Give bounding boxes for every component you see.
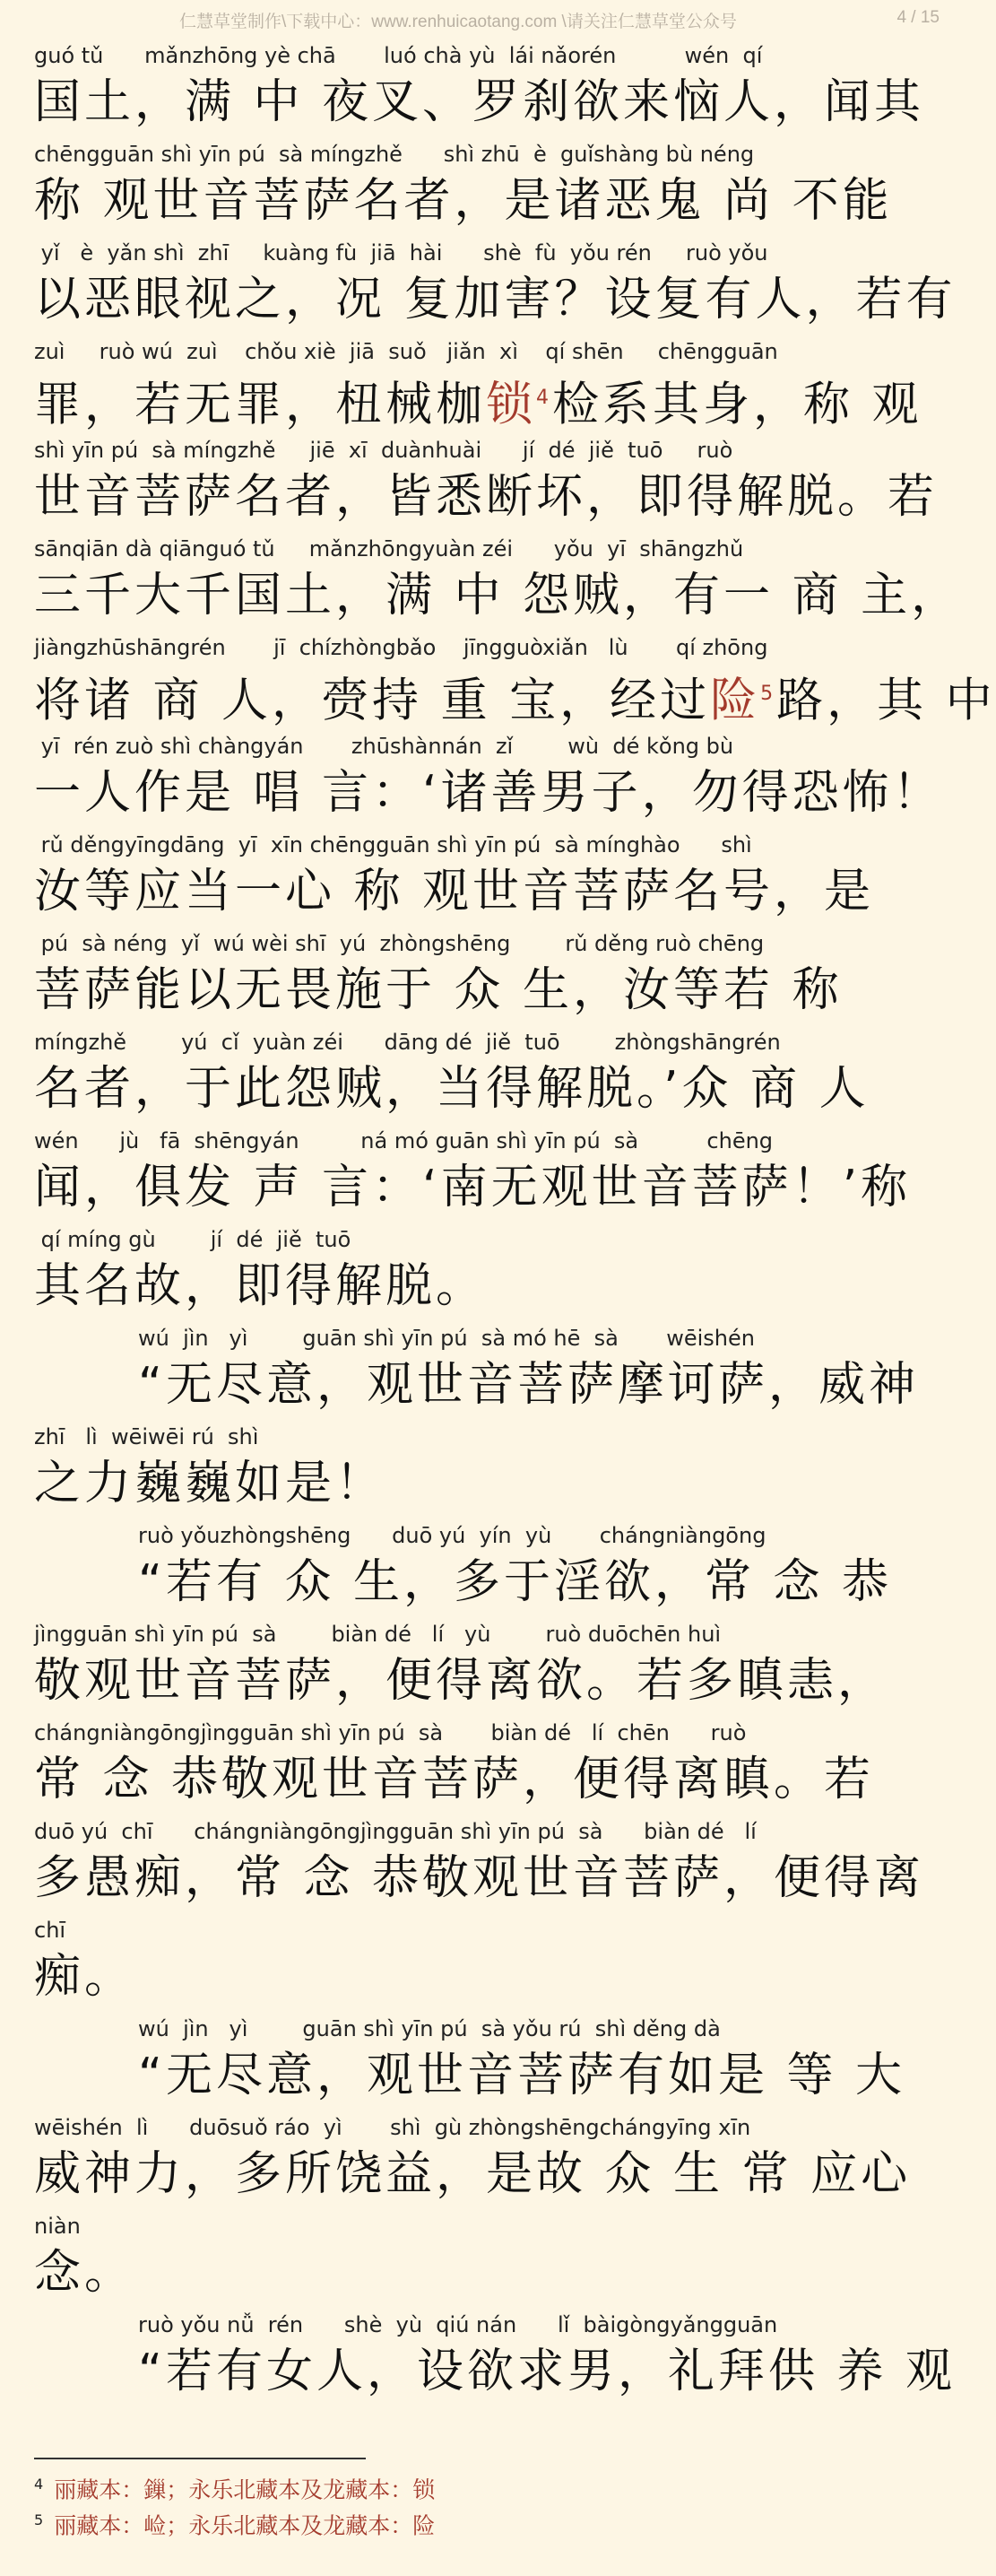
pinyin-annotation: wén jù fā shēngyán ná mó guān shì yīn pú sà chēng <box>34 1128 774 1153</box>
chinese-text <box>34 466 938 527</box>
text-segment: 将诸 商 人，赍持 重 宝，经过 <box>34 674 711 728</box>
text-line <box>34 43 934 142</box>
text-segment: 国土，满 中 夜叉、罗刹欲来恼人，闻其 <box>34 75 925 129</box>
text-line <box>34 832 934 931</box>
chinese-text <box>34 1946 134 2007</box>
pinyin-annotation: wēishén lì duōsuǒ ráo yì shì gù zhòngshēngchángyīng xīn <box>34 2115 751 2140</box>
pinyin-annotation: yǐ è yǎn shì zhī kuàng fù jiā hài shè fù yǒu rén ruò yǒu <box>34 240 768 265</box>
chinese-text <box>34 1749 874 1810</box>
pinyin-annotation: zhī lì wēiwēi rú shì <box>34 1424 259 1449</box>
text-segment: 罪，若无罪，杻械枷 <box>34 378 487 432</box>
text-segment: “若有 众 生，多于淫欲，常 念 恭 <box>138 1555 893 1609</box>
pinyin-annotation: sānqiān dà qiānguó tǔ mǎnzhōngyuàn zéi yǒu yī shāngzhǔ <box>34 536 744 561</box>
text-segment: 痴。 <box>34 1950 135 2004</box>
pinyin-annotation: ruò yǒuzhòngshēng duō yú yín yù chángniàngōng <box>138 1523 766 1548</box>
text-line <box>34 1030 934 1128</box>
footnote-item <box>34 2502 435 2538</box>
text-line <box>34 635 996 734</box>
text-segment: “若有女人，设欲求男，礼拜供 养 观 <box>138 2345 956 2398</box>
text-line <box>34 1819 934 1918</box>
text-segment: 三千大千国土，满 中 怨贼，有一 商 主， <box>34 569 962 622</box>
text-segment: 一人作是 唱 言：‘诸善男子，勿得恐怖！ <box>34 766 943 820</box>
text-segment: 敬观世音菩萨，便得离欲。若多瞋恚， <box>34 1654 888 1708</box>
pinyin-annotation: chángniàngōngjìngguān shì yīn pú sà biàn dé lí chēn ruò <box>34 1720 747 1745</box>
text-line <box>34 536 962 635</box>
text-line <box>34 2214 934 2312</box>
chinese-text <box>34 1848 924 1909</box>
footnote-marker[interactable]: 4 <box>536 387 553 409</box>
text-line <box>34 2312 956 2411</box>
pinyin-annotation: wú jìn yì guān shì yīn pú sà yǒu rú shì děng dà <box>138 2016 721 2041</box>
chinese-text <box>138 2045 905 2106</box>
text-line <box>34 1326 934 1424</box>
text-line <box>34 240 957 339</box>
chinese-text <box>34 1058 870 1119</box>
chinese-text <box>34 960 843 1021</box>
chinese-text <box>34 565 961 626</box>
text-segment: 路，其 中 <box>776 674 996 728</box>
text-line <box>34 2115 934 2214</box>
variant-character: 锁 <box>486 378 537 432</box>
chinese-text <box>34 269 957 330</box>
footnote-marker[interactable]: 5 <box>760 683 777 705</box>
chinese-text <box>34 664 996 731</box>
text-segment: 威神力，多所饶益，是故 众 生 常 应心 <box>34 2147 912 2201</box>
text-line <box>34 1128 934 1227</box>
text-line <box>34 1424 934 1523</box>
chinese-text <box>138 1354 919 1415</box>
text-segment: 菩萨能以无畏施于 众 生，汝等若 称 <box>34 963 843 1017</box>
text-line <box>34 142 934 240</box>
pinyin-annotation: jiàngzhūshāngrén jī chízhòngbǎo jīngguòxiǎn lù qí zhōng <box>34 635 768 660</box>
text-segment: 其名故，即得解脱。 <box>34 1259 487 1313</box>
header-site-text: 仁慧草堂制作\下载中心：www.renhuicaotang.com \请关注仁慧草堂公众号 <box>179 13 737 31</box>
pinyin-annotation: qí míng gù jí dé jiě tuō <box>34 1227 351 1252</box>
text-line <box>34 1918 934 2016</box>
chinese-text <box>34 2144 911 2205</box>
chinese-text <box>34 368 922 435</box>
chinese-text <box>34 1453 385 1514</box>
text-line <box>34 1622 934 1720</box>
variant-character: 险 <box>710 674 761 728</box>
text-segment: 世音菩萨名者，皆悉断坏，即得解脱。若 <box>34 470 939 524</box>
text-segment: 汝等应当一心 称 观世音菩萨名号，是 <box>34 865 875 918</box>
pinyin-annotation: rǔ děngyīngdāng yī xīn chēngguān shì yīn pú sà mínghào shì <box>34 832 752 857</box>
text-segment: 多愚痴，常 念 恭敬观世音菩萨，便得离 <box>34 1851 925 1905</box>
text-line <box>34 1227 934 1326</box>
text-line <box>34 438 939 536</box>
chinese-text <box>138 2341 956 2402</box>
footnote-text: 丽藏本：崄；永乐北藏本及龙藏本：险 <box>54 2512 436 2539</box>
text-segment: 念。 <box>34 2246 135 2300</box>
text-segment: 之力巍巍如是！ <box>34 1457 386 1510</box>
pinyin-annotation: duō yú chī chángniàngōngjìngguān shì yīn pú sà biàn dé lí <box>34 1819 757 1844</box>
text-line <box>34 1523 934 1622</box>
text-line <box>34 1720 934 1819</box>
chinese-text <box>138 1552 892 1613</box>
text-segment: “无尽意，观世音菩萨有如是 等 大 <box>138 2049 905 2102</box>
chinese-text <box>34 1157 911 1218</box>
pinyin-annotation: ruò yǒu nǚ rén shè yù qiú nán lǐ bàigòngyǎngguān <box>138 2312 778 2337</box>
text-segment: 以恶眼视之，况 复加害？设复有人，若有 <box>34 273 957 326</box>
text-segment: “无尽意，观世音菩萨摩诃萨，威神 <box>138 1358 919 1412</box>
pinyin-annotation: guó tǔ mǎnzhōng yè chā luó chà yù lái nǎorén wén qí <box>34 43 763 68</box>
footnote-item <box>34 2467 435 2502</box>
text-segment: 名者，于此怨贼，当得解脱。’众 商 人 <box>34 1062 870 1116</box>
pinyin-annotation: chēngguān shì yīn pú sà míngzhě shì zhū è guǐshàng bù néng <box>34 142 755 167</box>
chinese-text <box>34 170 893 231</box>
chinese-text <box>34 72 924 133</box>
pinyin-annotation: pú sà néng yǐ wú wèi shī yú zhòngshēng rǔ děng ruò chēng <box>34 931 765 956</box>
chinese-text <box>34 861 874 922</box>
pinyin-annotation: jìngguān shì yīn pú sà biàn dé lí yù ruò duōchēn huì <box>34 1622 722 1647</box>
text-segment: 称 观世音菩萨名者，是诸恶鬼 尚 不能 <box>34 174 893 228</box>
pinyin-annotation: míngzhě yú cǐ yuàn zéi dāng dé jiě tuō zhòngshāngrén <box>34 1030 781 1055</box>
pinyin-annotation: chī <box>34 1918 66 1943</box>
footnote-divider <box>34 2458 366 2459</box>
text-segment: 常 念 恭敬观世音菩萨，便得离瞋。若 <box>34 1753 875 1806</box>
text-segment: 检系其身，称 观 <box>552 378 922 432</box>
footnotes <box>34 2467 435 2538</box>
chinese-text <box>34 762 943 823</box>
pinyin-annotation: yī rén zuò shì chàngyán zhūshànnán zǐ wù dé kǒng bù <box>34 734 734 759</box>
text-line <box>34 2016 934 2115</box>
text-line <box>34 734 943 832</box>
chinese-text <box>34 2242 134 2303</box>
footnote-number: 4 <box>34 2476 44 2493</box>
pinyin-annotation: shì yīn pú sà míngzhě jiē xī duànhuài jí dé jiě tuō ruò <box>34 438 733 463</box>
chinese-text <box>34 1256 486 1317</box>
pinyin-annotation: niàn <box>34 2214 81 2239</box>
footnote-number: 5 <box>34 2511 44 2528</box>
text-segment: 闻，俱发 声 言：‘南无观世音菩萨！’称 <box>34 1161 912 1214</box>
pinyin-annotation: wú jìn yì guān shì yīn pú sà mó hē sà wēishén <box>138 1326 755 1351</box>
footnote-text: 丽藏本：鏁；永乐北藏本及龙藏本：锁 <box>54 2476 436 2503</box>
chinese-text <box>34 1650 888 1711</box>
pinyin-annotation: zuì ruò wú zuì chǒu xiè jiā suǒ jiǎn xì qí shēn chēngguān <box>34 339 778 364</box>
page-header <box>0 0 968 43</box>
text-line <box>34 931 934 1030</box>
page-number: 4 / 15 <box>896 8 940 27</box>
scripture-text <box>0 43 996 2411</box>
text-line <box>34 339 934 438</box>
